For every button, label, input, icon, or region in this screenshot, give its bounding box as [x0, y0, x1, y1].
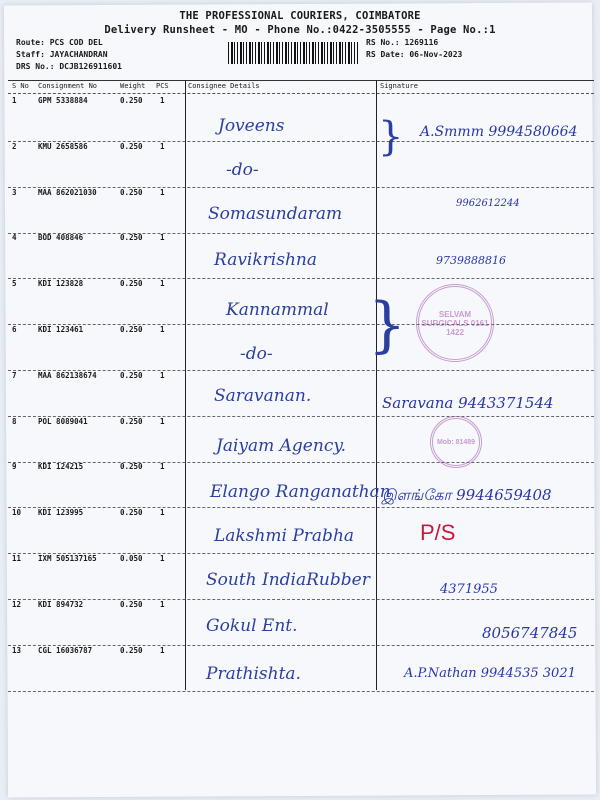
row-pcs: 1: [160, 325, 165, 334]
consignee-handwriting: -do-: [226, 160, 259, 180]
col-signature: Signature: [380, 82, 418, 90]
rs-date-label: RS Date: 06-Nov-2023: [366, 50, 463, 59]
consignee-handwriting: Joveens: [218, 116, 285, 136]
signature: 9739888816: [436, 254, 506, 267]
consignee-handwriting: Elango Ranganathan: [210, 482, 391, 502]
signature: 4371955: [440, 582, 498, 597]
row-sno: 13: [12, 645, 22, 655]
row-weight: 0.250: [120, 599, 143, 609]
row-separator: [8, 691, 594, 692]
row-pcs: 1: [160, 554, 165, 563]
row-sno: 1: [12, 96, 17, 105]
consignee-handwriting: Saravanan.: [214, 386, 312, 406]
row-consignment-no: IXM 505137165: [38, 554, 97, 563]
row-sno: 8: [12, 416, 17, 426]
row-weight: 0.250: [120, 508, 143, 518]
col-consignee: Consignee Details: [188, 82, 260, 90]
table-row: [8, 142, 594, 188]
company-stamp: SELVAM SURGICALS 0161 1422: [416, 284, 494, 362]
row-sno: 4: [12, 233, 17, 243]
row-pcs: 1: [160, 508, 165, 518]
col-sno: S No: [12, 82, 29, 90]
row-consignment-no: MAA 862138674: [38, 370, 97, 380]
table-row: [8, 325, 594, 371]
row-weight: 0.250: [120, 187, 143, 197]
rs-no-label: RS No.: 1269116: [366, 38, 439, 47]
row-consignment-no: KDI 123995: [38, 508, 84, 518]
row-pcs: 1: [160, 279, 165, 289]
col-consignment: Consignment No: [38, 82, 98, 90]
col-weight: Weight: [120, 82, 146, 90]
row-consignment-no: KDI 894732: [38, 599, 84, 609]
signature-ps: P/S: [420, 520, 456, 545]
row-weight: 0.250: [120, 416, 143, 426]
consignee-handwriting: Somasundaram: [208, 204, 343, 224]
signature: 9962612244: [456, 198, 520, 209]
row-consignment-no: POL 8089041: [38, 416, 88, 426]
runsheet-subtitle: Delivery Runsheet - MO - Phone No.:0422-3505555 - Page No.:1: [104, 24, 496, 36]
row-sno: 6: [12, 325, 17, 334]
row-sno: 12: [12, 599, 22, 609]
row-weight: 0.250: [120, 141, 143, 151]
row-sno: 9: [12, 462, 17, 472]
signature: A.Smmm 9994580664: [420, 124, 578, 140]
route-label: Route: PCS COD DEL: [16, 38, 103, 47]
company-title: THE PROFESSIONAL COURIERS, COIMBATORE: [179, 10, 421, 22]
signature: 8056747845: [482, 624, 578, 642]
row-consignment-no: KMU 2658586: [38, 141, 88, 151]
row-weight: 0.250: [120, 462, 143, 472]
signature: Saravana 9443371544: [382, 394, 554, 412]
row-sno: 11: [12, 554, 22, 563]
row-consignment-no: MAA 862021030: [38, 187, 97, 197]
row-sno: 10: [12, 508, 22, 518]
consignee-handwriting: Prathishta.: [206, 664, 301, 684]
consignee-handwriting: Kannammal: [226, 300, 329, 320]
row-pcs: 1: [160, 187, 165, 197]
row-consignment-no: KDI 124215: [38, 462, 84, 472]
barcode-icon: [228, 42, 358, 64]
consignee-handwriting: South IndiaRubber: [206, 570, 370, 590]
mobile-stamp: Mob: 81489: [430, 416, 482, 468]
consignee-handwriting: Ravikrishna: [214, 250, 317, 270]
grouping-brace: }: [368, 290, 407, 360]
drs-label: DRS No.: DCJB126911601: [16, 62, 122, 71]
consignee-handwriting: -do-: [240, 344, 273, 364]
row-weight: 0.250: [120, 233, 143, 243]
row-consignment-no: BOD 408846: [38, 233, 84, 243]
row-weight: 0.250: [120, 370, 143, 380]
staff-label: Staff: JAYACHANDRAN: [16, 50, 108, 59]
row-weight: 0.250: [120, 96, 143, 105]
consignee-handwriting: Gokul Ent.: [206, 616, 298, 636]
row-pcs: 1: [160, 233, 165, 243]
row-consignment-no: KDI 123828: [38, 279, 84, 289]
table-header: [8, 80, 594, 94]
row-consignment-no: CGL 16036787: [38, 645, 93, 655]
row-consignment-no: KDI 123461: [38, 325, 84, 334]
consignee-handwriting: Lakshmi Prabha: [214, 526, 355, 546]
row-sno: 5: [12, 279, 17, 289]
signature: A.P.Nathan 9944535 3021: [404, 666, 576, 681]
consignee-handwriting: Jaiyam Agency.: [216, 436, 347, 456]
row-weight: 0.250: [120, 645, 143, 655]
col-pcs: PCS: [156, 82, 169, 90]
row-pcs: 1: [160, 416, 165, 426]
row-sno: 7: [12, 370, 17, 380]
signature: இளங்கோ 9944659408: [382, 486, 552, 504]
row-weight: 0.250: [120, 279, 143, 289]
row-sno: 3: [12, 187, 17, 197]
row-pcs: 1: [160, 462, 165, 472]
row-pcs: 1: [160, 599, 165, 609]
row-pcs: 1: [160, 645, 165, 655]
row-consignment-no: GPM 5338884: [38, 96, 88, 105]
grouping-brace: }: [378, 114, 404, 160]
row-pcs: 1: [160, 96, 165, 105]
row-pcs: 1: [160, 141, 165, 151]
row-weight: 0.250: [120, 325, 143, 334]
row-weight: 0.050: [120, 554, 143, 563]
row-sno: 2: [12, 141, 17, 151]
row-pcs: 1: [160, 370, 165, 380]
